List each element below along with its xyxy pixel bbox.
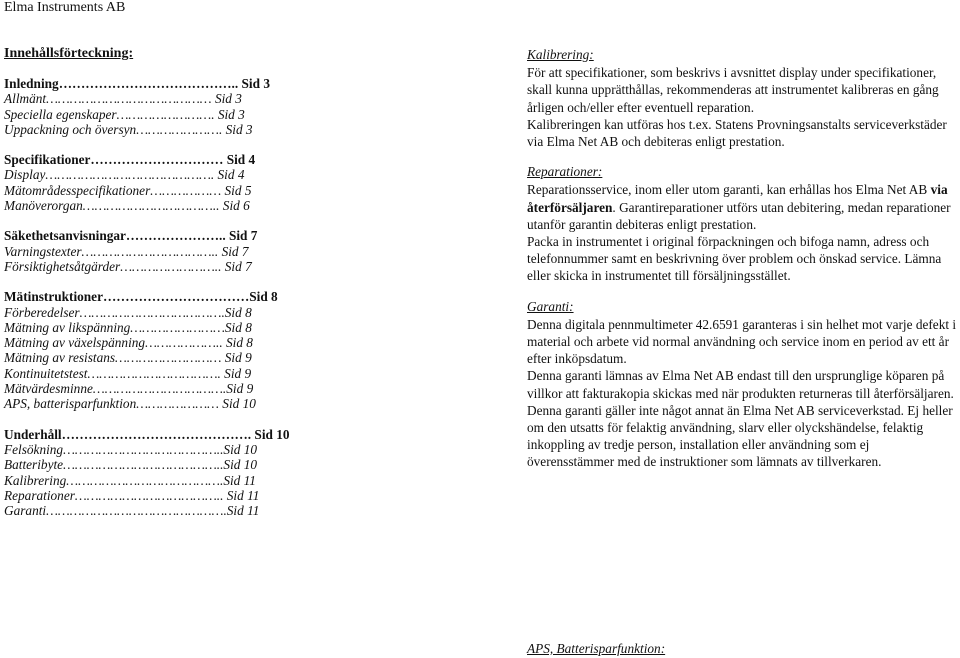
- toc-group: [4, 76, 344, 137]
- company-header: Elma Instruments AB: [4, 0, 126, 15]
- toc-heading-entry: Specifikationer………………………… Sid 4: [4, 152, 256, 168]
- toc-group: [4, 228, 344, 274]
- toc-sub-entry: Kontinuitetstest……………………………. Sid 9: [4, 365, 252, 381]
- toc-group: [4, 152, 344, 213]
- toc-sub-entry: Varningstexter…………………………….. Sid 7: [4, 243, 249, 259]
- toc-sub-entry: Förberedelser……………………………….Sid 8: [4, 304, 252, 320]
- reparationer-p1-before: Reparationsservice, inom eller utom garanti, kan erhållas hos Elma Net AB: [527, 182, 931, 198]
- toc-title: Innehållsförteckning:: [4, 46, 134, 61]
- toc-group: [4, 427, 344, 519]
- reparationer-p1-bold: via återförsäljaren: [527, 182, 948, 215]
- garanti-title: Garanti:: [527, 298, 574, 314]
- toc-sub-entry: Mätning av likspänning……………………Sid 8: [4, 319, 252, 335]
- garanti-paragraph-1: Denna digitala pennmultimeter 42.6591 garanteras i sin helhet mot varje defekt i material och arbete vid normal användning och service inom en period av ett år efter inköpsdatum.: [527, 316, 957, 367]
- reparationer-title: Reparationer:: [527, 164, 603, 180]
- toc-sub-entry: Manöverorgan…………………………….. Sid 6: [4, 198, 250, 214]
- toc-heading-entry: Mätinstruktioner……………………………Sid 8: [4, 289, 278, 305]
- garanti-paragraph-2: Denna garanti lämnas av Elma Net AB endast till den ursprunglige köparen på villkor att fakturakopia skickas med när produkten returneras till återförsäljaren. Denna garanti gäller inte något annat än Elma Net AB serviceverkstad. Ej heller om den utsatts för felaktig användning, slarv eller olyckshändelse, felaktig inkoppling av tredje person, installation eller användning som ej överensstämmer med de instruktioner som lämnats av tillverkaren.: [527, 368, 954, 470]
- toc-sub-entry: Batteribyte…………………………………..Sid 10: [4, 457, 258, 473]
- toc-sub-entry: Mätning av växelspänning……………….. Sid 8: [4, 335, 253, 351]
- toc-heading-entry: Inledning………………………………….. Sid 3: [4, 76, 270, 91]
- toc-group: [4, 289, 344, 411]
- section-kalibrering: [527, 46, 957, 150]
- toc-sub-entry: Uppackning och översyn…………………. Sid 3: [4, 121, 253, 137]
- reparationer-paragraph-2: Packa in instrumentet i original förpackningen och bifoga namn, adress och telefonnummer samt en beskrivning över problem och önskad service. Lämna eller skicka in instrumentet till försäljningsstället.: [527, 234, 942, 284]
- right-column: [527, 46, 957, 484]
- toc-sub-entry: Allmänt…………………………………… Sid 3: [4, 91, 242, 107]
- reparationer-p1-after: . Garantireparationer utförs utan debitering, medan reparationer utanför garantin debiteras enligt prestation.: [527, 199, 951, 232]
- toc-sub-entry: Mätvärdesminne…………………………….Sid 9: [4, 381, 254, 397]
- section-reparationer: [527, 163, 957, 284]
- toc-sub-entry: Reparationer……………………………….. Sid 11: [4, 487, 260, 503]
- toc-heading-entry: Underhåll……………………………………. Sid 10: [4, 426, 290, 442]
- kalibrering-title: Kalibrering:: [527, 47, 594, 62]
- toc-sub-entry: Display……………………………………. Sid 4: [4, 167, 245, 183]
- table-of-contents: [4, 46, 344, 533]
- section-garanti: [527, 298, 957, 471]
- toc-heading-entry: Säkethetsanvisningar………………….. Sid 7: [4, 228, 258, 244]
- toc-sub-entry: Försiktighetsåtgärder…………………….. Sid 7: [4, 258, 252, 274]
- kalibrering-paragraph-2: Kalibreringen kan utföras hos t.ex. Statens Provningsanstalts serviceverkstäder via Elma Net AB och debiteras enligt prestation.: [527, 116, 947, 150]
- toc-sub-entry: Mätning av resistans……………………… Sid 9: [4, 350, 252, 366]
- toc-sub-entry: Kalibrering………………………………….Sid 11: [4, 472, 256, 488]
- toc-sub-entry: APS, batterisparfunktion………………… Sid 10: [4, 396, 256, 412]
- kalibrering-paragraph-1: För att specifikationer, som beskrivs i avsnittet display under specifikationer, skall kunna upprätthållas, rekommenderas att instrumentet kalibreras en gång årligen och/eller efter eventuell reparation.: [527, 65, 939, 115]
- toc-sub-entry: Felsökning…………………………………..Sid 10: [4, 441, 258, 457]
- toc-sub-entry: Garanti……………………………………….Sid 11: [4, 503, 260, 519]
- aps-section-title: APS, Batterisparfunktion:: [527, 641, 666, 656]
- toc-groups: [4, 76, 344, 518]
- reparationer-paragraph-1: [527, 181, 957, 233]
- toc-sub-entry: Speciella egenskaper……………………. Sid 3: [4, 106, 245, 122]
- toc-sub-entry: Mätområdesspecifikationer……………… Sid 5: [4, 182, 252, 198]
